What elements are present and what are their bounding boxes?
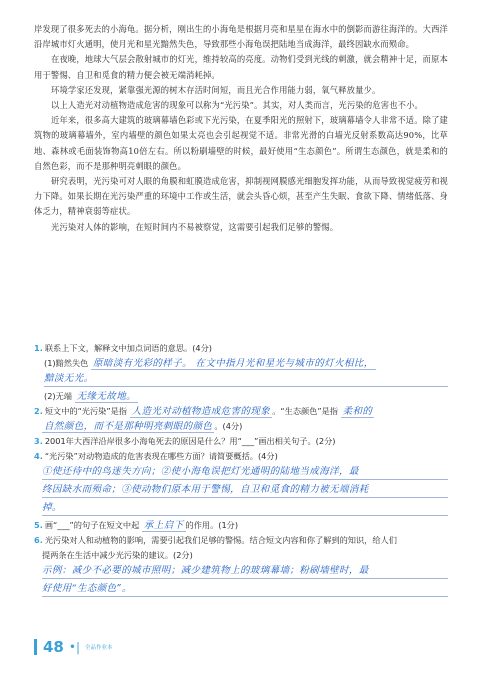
answer-6-line-2[interactable]: 好使用“生态颜色”。	[42, 582, 448, 597]
answer-1-1-cont[interactable]: 黯淡无光。	[44, 372, 448, 387]
page-footer	[34, 637, 113, 657]
answer-5[interactable]: 承上启下	[143, 520, 184, 531]
answer-2c[interactable]: 自然颜色，而不是那种明亮刺眼的颜色	[44, 421, 213, 432]
question-3: 3. 2001年大西洋沿岸很多小海龟死去的原因是什么？用“___”画出相关句子。(2分)	[34, 436, 336, 446]
question-5: 5. 画“___”的句子在短文中起 承上启下 的作用。(1分)	[34, 520, 239, 531]
passage-paragraph-7: 光污染对人体的影响，在短时间内不易被察觉，这需要引起我们足够的警惕。	[51, 221, 339, 232]
question-6-answer	[34, 564, 448, 597]
passage-paragraph-4: 以上人造光对动植物造成危害的现象可以称为“光污染”。其实，对人类而言，光污染的危害也不小。	[51, 100, 424, 111]
answer-6-line-1[interactable]: 示例：减少不必要的城市照明；减少建筑物上的玻璃幕墙；粉刷墙壁时，最	[42, 564, 448, 579]
question-6: 6. 光污染对人和动植物的影响，需要引起我们足够的警惕。结合短文内容和你了解到的知识，给人们	[34, 535, 397, 545]
footer-separator-icon: •|	[68, 640, 80, 654]
passage-paragraph-2: 在夜晚，地球大气层会散射城市的灯光，维持较高的亮度。动物们受到光线的刺激，就会精神十足，而原本用于警惕、自卫和觅食的精力便会被无端消耗掉。	[34, 54, 449, 80]
answer-2a[interactable]: 人造光对动植物造成危害的现象	[131, 406, 271, 417]
question-2: 2. 短文中的“光污染”是指 人造光对动植物造成危害的现象 。“生态颜色”是指 柔和的	[34, 406, 373, 417]
answer-1-1[interactable]: 原暗淡有光彩的样子。 在文中指月光和星光与城市的灯火相比，	[92, 358, 374, 369]
question-1: 1. 联系上下文，解释文中加点词语的意思。(4分)	[34, 343, 212, 353]
question-2-cont: 自然颜色，而不是那种明亮刺眼的颜色 。(4分)	[44, 421, 243, 432]
passage-paragraph-6: 研究表明，光污染可对人眼的角膜和虹膜造成危害，抑制视网膜感光细胞发挥功能，从而导致视觉疲劳和视力下降。如果长期在光污染严重的环境中工作或生活，就会头昏心烦，甚至产生失眠、食欲下降、情绪低落、身体乏力，精神衰弱等症状。	[34, 176, 449, 217]
passage-paragraph-3: 环境学家还发现，紧靠强光源的树木存活时间短，而且光合作用能力弱，氧气释放量少。	[51, 84, 381, 95]
question-4: 4. “光污染”对动物造成的危害表现在哪些方面？请简要概括。(4分)	[34, 451, 278, 461]
question-1-2: (2)无端 无缘无故地。	[44, 391, 136, 402]
page-number: 48	[43, 638, 64, 656]
footer-label: 全品作业本	[85, 645, 113, 651]
answer-4-line-1[interactable]: ①使还待中的鸟迷失方向；②使小海龟误把灯光通明的陆地当成海洋，最	[42, 465, 448, 480]
answer-4-line-2[interactable]: 终因缺水而殒命；③使动物们原本用于警惕，自卫和觅食的精力被无端消耗	[42, 483, 448, 498]
passage-paragraph-1: 岸发现了很多死去的小海龟。据分析，刚出生的小海龟是根据月亮和星星在海水中的倒影而游往海洋的。大西洋沿岸城市灯火通明，使月光和星光黯然失色，导致那些小海龟误把陆地当成海洋，最终因缺水而殒命。	[34, 24, 448, 50]
reading-passage	[34, 22, 448, 235]
answer-2b[interactable]: 柔和的	[342, 406, 373, 417]
question-4-answer	[34, 465, 448, 516]
footer-accent-bar	[34, 639, 37, 655]
question-6-cont: 提两条在生活中减少光污染的建议。(2分)	[42, 550, 193, 560]
answer-1-2[interactable]: 无缘无故地。	[76, 391, 136, 402]
question-1-1: (1)黯然失色 原暗淡有光彩的样子。 在文中指月光和星光与城市的灯火相比，	[44, 358, 374, 369]
passage-paragraph-5: 近年来，很多高大建筑的玻璃幕墙色彩或下光污染，在夏季阳光的照射下，玻璃幕墙令人非常不适。除了建筑物的玻璃幕墙外，室内墙壁的颜色如果太亮也会引起视觉不适。非常光滑的白墙光反射系数高达90%，比草地、森林或毛面装饰物高10倍左右。所以粉刷墙壁的时候，最好使用“生态颜色”。所谓生态颜色，就是柔和的自然色彩，而不是那种明亮刺眼的颜色。	[34, 115, 449, 171]
questions-section	[34, 342, 448, 600]
answer-4-line-3[interactable]: 掉。	[42, 501, 448, 516]
question-1-1-cont	[34, 372, 448, 387]
